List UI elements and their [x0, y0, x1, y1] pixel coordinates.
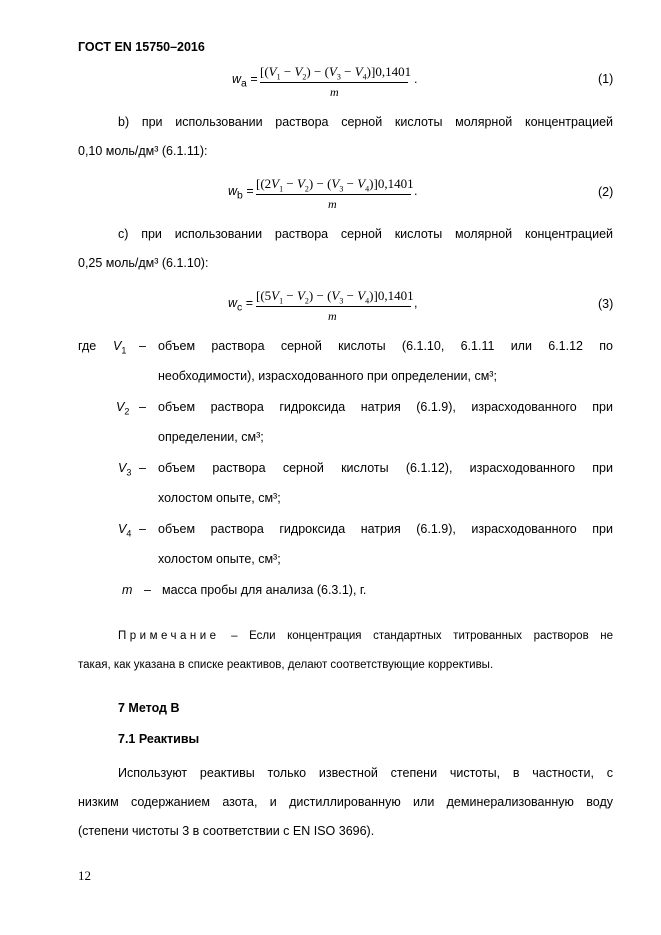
equation-number-3: (3) — [598, 297, 614, 311]
where-label: где — [78, 339, 97, 353]
formula-3-fraction — [256, 288, 414, 323]
fraction-bar — [256, 306, 411, 307]
where-dash: – — [139, 461, 146, 475]
where-dash: – — [139, 339, 146, 353]
formula-2-lhs: $w_b$ = — [228, 184, 254, 202]
formula-1-denominator: m — [330, 85, 339, 99]
formula-3-numerator: $[(5V_1 - V_2) - (V_3 - V_4)]0,1401$ — [256, 288, 414, 306]
where-symbol-v3: $V_3$ — [118, 461, 132, 478]
formula-3 — [228, 288, 428, 322]
formula-2-fraction — [256, 176, 414, 211]
formula-1-lhs: $w_a$ = — [232, 72, 258, 90]
fraction-bar — [260, 82, 408, 83]
formula-3-denominator: m — [328, 309, 337, 323]
where-symbol-v1: $V_1$ — [113, 339, 127, 356]
where-dash: – — [139, 400, 146, 414]
where-dash: – — [139, 522, 146, 536]
reagents-line3: (степени чистоты 3 в соответствии с EN ISO 3696). — [78, 824, 375, 838]
formula-2 — [228, 176, 428, 210]
where-definition-v1-cont: необходимости), израсходованного при определении, см³; — [158, 369, 497, 383]
paragraph-b-line2: 0,10 моль/дм³ (6.1.11): — [78, 144, 208, 158]
where-definition-v4-cont: холостом опыте, см³; — [158, 552, 281, 566]
paragraph-b-line1: b) при использовании раствора серной кислоты молярной концентрацией — [118, 115, 613, 129]
paragraph-c-line1: c) при использовании раствора серной кислоты молярной концентрацией — [118, 227, 613, 241]
where-definition-v3: объем раствора серной кислоты (6.1.12), израсходованного при — [158, 461, 613, 475]
formula-3-punct: , — [414, 296, 418, 310]
formula-1-numerator: $[(V_1 - V_2) - (V_3 - V_4)]0,1401$ — [260, 64, 412, 82]
equation-number-1: (1) — [598, 72, 614, 86]
page-number: 12 — [78, 868, 91, 883]
where-symbol-v2: $V_2$ — [116, 400, 130, 417]
formula-2-punct: . — [414, 184, 418, 198]
where-symbol-m: m — [122, 583, 133, 597]
fraction-bar — [256, 194, 411, 195]
document-header: ГОСТ EN 15750–2016 — [78, 40, 205, 54]
where-definition-v4: объем раствора гидроксида натрия (6.1.9), израсходованного при — [158, 522, 613, 536]
formula-2-numerator: $[(2V_1 - V_2) - (V_3 - V_4)]0,1401$ — [256, 176, 414, 194]
note-label: Примечание — [118, 630, 220, 642]
where-definition-m: масса пробы для анализа (6.3.1), г. — [162, 583, 367, 597]
section-7-heading: 7 Метод B — [118, 701, 180, 715]
note-line1: Примечание – Если концентрация стандартных титрованных растворов не — [118, 630, 613, 642]
paragraph-c-line2: 0,25 моль/дм³ (6.1.10): — [78, 256, 209, 270]
formula-1 — [232, 64, 432, 98]
where-symbol-v4: $V_4$ — [118, 522, 132, 539]
formula-1-punct: . — [414, 72, 418, 86]
formula-2-denominator: m — [328, 197, 337, 211]
equation-number-2: (2) — [598, 185, 614, 199]
formula-1-fraction — [260, 64, 412, 99]
formula-3-lhs: $w_c$ = — [228, 296, 254, 314]
section-7-1-heading: 7.1 Реактивы — [118, 732, 200, 746]
note-line2: такая, как указана в списке реактивов, делают соответствующие коррективы. — [78, 659, 494, 671]
reagents-line2: низким содержанием азота, и дистиллированную или деминерализованную воду — [78, 795, 613, 809]
where-definition-v3-cont: холостом опыте, см³; — [158, 491, 281, 505]
where-definition-v2: объем раствора гидроксида натрия (6.1.9), израсходованного при — [158, 400, 613, 414]
where-definition-v1: объем раствора серной кислоты (6.1.10, 6.1.11 или 6.1.12 по — [158, 339, 613, 353]
where-dash: – — [144, 583, 151, 597]
where-definition-v2-cont: определении, см³; — [158, 430, 264, 444]
reagents-line1: Используют реактивы только известной степени чистоты, в частности, с — [118, 766, 613, 780]
